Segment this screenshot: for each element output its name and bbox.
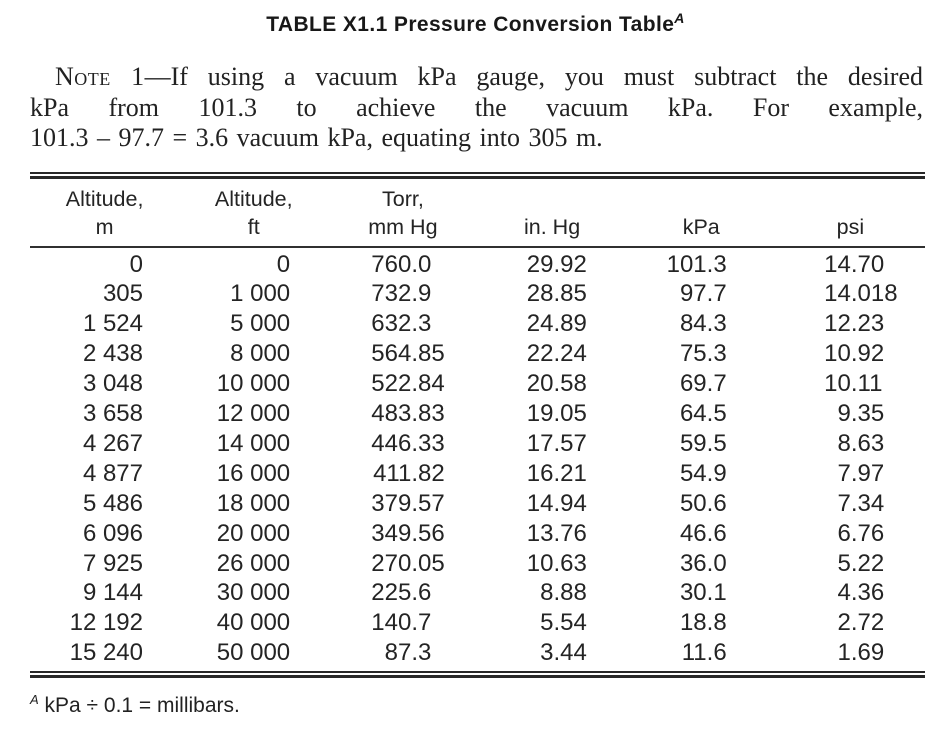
table-cell: 54 .9: [679, 459, 727, 487]
table-cell: 9 .35: [837, 400, 885, 428]
table-row: [30, 489, 925, 519]
table-cell: 75 .3: [679, 340, 727, 368]
table-cell: 5 .54: [540, 609, 587, 637]
table-cell: 26 000: [216, 549, 291, 577]
table-cell: 22 .24: [526, 340, 587, 368]
table-cell: 6 .76: [837, 519, 885, 547]
table-cell: 4 877: [82, 459, 143, 487]
table-header-row: [30, 179, 925, 246]
table-cell: 40 000: [216, 609, 291, 637]
table-cell: 10 .92: [824, 340, 885, 368]
table-cell: 446 .33: [371, 429, 445, 457]
table-cell: 411 .82: [373, 459, 445, 487]
table-cell: 17 .57: [526, 429, 587, 457]
table-cell: 28 .85: [526, 280, 587, 308]
table-cell: 483 .83: [371, 400, 445, 428]
table-row: [30, 309, 925, 339]
table-row: [30, 339, 925, 369]
note-line-1: [30, 62, 923, 93]
table-cell: 14 .94: [526, 489, 587, 517]
table-row: [30, 369, 925, 399]
table-cell: 97 .7: [679, 280, 727, 308]
table-cell: 12 .23: [824, 310, 885, 338]
table-cell: 3 048: [82, 370, 143, 398]
note-dash: —: [144, 62, 171, 91]
table-cell: 101 .3: [666, 250, 727, 278]
table-cell: 12 192: [69, 609, 143, 637]
table-cell: 7 .34: [837, 489, 885, 517]
note-label: Note 1: [55, 62, 145, 91]
table-cell: 3 658: [82, 400, 143, 428]
table-cell: 19 .05: [526, 400, 587, 428]
table-cell: 84 .3: [679, 310, 727, 338]
note-text-3: 101.3 – 97.7 = 3.6 vacuum kPa, equating into 305 m.: [30, 123, 603, 152]
table-cell: 18 .8: [679, 609, 727, 637]
table-title: [0, 0, 951, 37]
note-line-3: [30, 123, 923, 154]
table-row: [30, 638, 925, 668]
table-cell: 59 .5: [679, 429, 727, 457]
footnote-text: kPa ÷ 0.1 = millibars.: [44, 694, 240, 718]
table-cell: 64 .5: [679, 400, 727, 428]
table-cell: 379 .57: [371, 489, 445, 517]
table-cell: 16 .21: [526, 459, 587, 487]
table-row: [30, 250, 925, 280]
note-paragraph: [30, 62, 923, 154]
column-header-in-hg: in. Hg: [523, 214, 581, 239]
table-cell: 11 .6: [681, 639, 727, 667]
table-cell: 20 .58: [526, 370, 587, 398]
table-cell: 760 .0: [371, 250, 432, 278]
table-cell: 10 .11: [824, 370, 883, 398]
table-row: [30, 549, 925, 579]
table-cell: 4 .36: [837, 579, 885, 607]
title-footnote-ref: A: [674, 10, 685, 26]
column-header-kpa: kPa: [682, 214, 720, 239]
pressure-conversion-table: [30, 172, 925, 679]
table-row: [30, 459, 925, 489]
table-cell: 4 267: [82, 429, 143, 457]
table-cell: 2 438: [82, 340, 143, 368]
table-row: [30, 608, 925, 638]
table-body: [30, 248, 925, 672]
table-cell: 16 000: [216, 459, 291, 487]
table-row: [30, 429, 925, 459]
table-cell: 564 .85: [371, 340, 445, 368]
table-cell: 10 .63: [526, 549, 587, 577]
table-cell: 20 000: [216, 519, 291, 547]
table-cell: 30 000: [216, 579, 291, 607]
table-cell: 13 .76: [526, 519, 587, 547]
column-header-psi: psi: [836, 214, 865, 239]
table-cell: 8 .63: [837, 429, 885, 457]
table-cell: 8 .88: [540, 579, 587, 607]
table-cell: 14 .018: [824, 280, 898, 308]
table-cell: 87 .3: [384, 639, 432, 667]
table-cell: 5 .22: [837, 549, 885, 577]
table-cell: 1 524: [82, 310, 143, 338]
table-cell: 732 .9: [371, 280, 432, 308]
table-cell: 10 000: [216, 370, 291, 398]
table-cell: 2 .72: [837, 609, 885, 637]
table-cell: 50 .6: [679, 489, 727, 517]
table-cell: 30 .1: [679, 579, 727, 607]
table-cell: 0: [129, 250, 143, 278]
table-cell: 7 .97: [837, 459, 885, 487]
note-line-2: [30, 93, 923, 124]
table-cell: 29 .92: [526, 250, 587, 278]
table-cell: 632 .3: [371, 310, 432, 338]
table-row: [30, 279, 925, 309]
note-text-2: kPa from 101.3 to achieve the vacuum kPa. For example,: [30, 92, 923, 122]
table-cell: 0: [276, 250, 291, 278]
table-cell: 18 000: [216, 489, 291, 517]
table-cell: 14 000: [216, 429, 291, 457]
table-row: [30, 399, 925, 429]
table-cell: 46 .6: [679, 519, 727, 547]
table-cell: 522 .84: [371, 370, 445, 398]
table-row: [30, 578, 925, 608]
table-top-rule: [30, 172, 925, 179]
table-cell: 7 925: [82, 549, 143, 577]
table-cell: 270 .05: [371, 549, 445, 577]
table-cell: 69 .7: [679, 370, 727, 398]
table-cell: 225 .6: [371, 579, 432, 607]
table-bottom-rule: [30, 671, 925, 678]
table-cell: 24 .89: [526, 310, 587, 338]
note-text-1: If using a vacuum kPa gauge, you must subtract the desired: [170, 62, 923, 91]
table-cell: 349 .56: [371, 519, 445, 547]
footnote-marker: A: [30, 692, 39, 708]
table-cell: 5 486: [82, 489, 143, 517]
table-cell: 15 240: [69, 639, 143, 667]
table-cell: 140 .7: [371, 609, 432, 637]
table-row: [30, 519, 925, 549]
column-header-m: Altitude, m: [65, 186, 144, 239]
table-cell: 5 000: [230, 310, 291, 338]
table-cell: 14 .70: [824, 250, 885, 278]
table-cell: 9 144: [82, 579, 143, 607]
table-cell: 1 000: [230, 280, 291, 308]
column-header-mm-hg: Torr, mm Hg: [368, 186, 438, 239]
table-cell: 36 .0: [679, 549, 727, 577]
column-header-ft: Altitude, ft: [214, 186, 293, 239]
table-cell: 3 .44: [540, 639, 587, 667]
table-cell: 1 .69: [837, 639, 885, 667]
table-cell: 6 096: [82, 519, 143, 547]
table-title-text: TABLE X1.1 Pressure Conversion Table: [266, 13, 675, 36]
table-cell: 8 000: [230, 340, 291, 368]
table-cell: 12 000: [216, 400, 291, 428]
table-footnote: [30, 693, 951, 719]
table-cell: 305: [102, 280, 143, 308]
table-cell: 50 000: [216, 639, 291, 667]
